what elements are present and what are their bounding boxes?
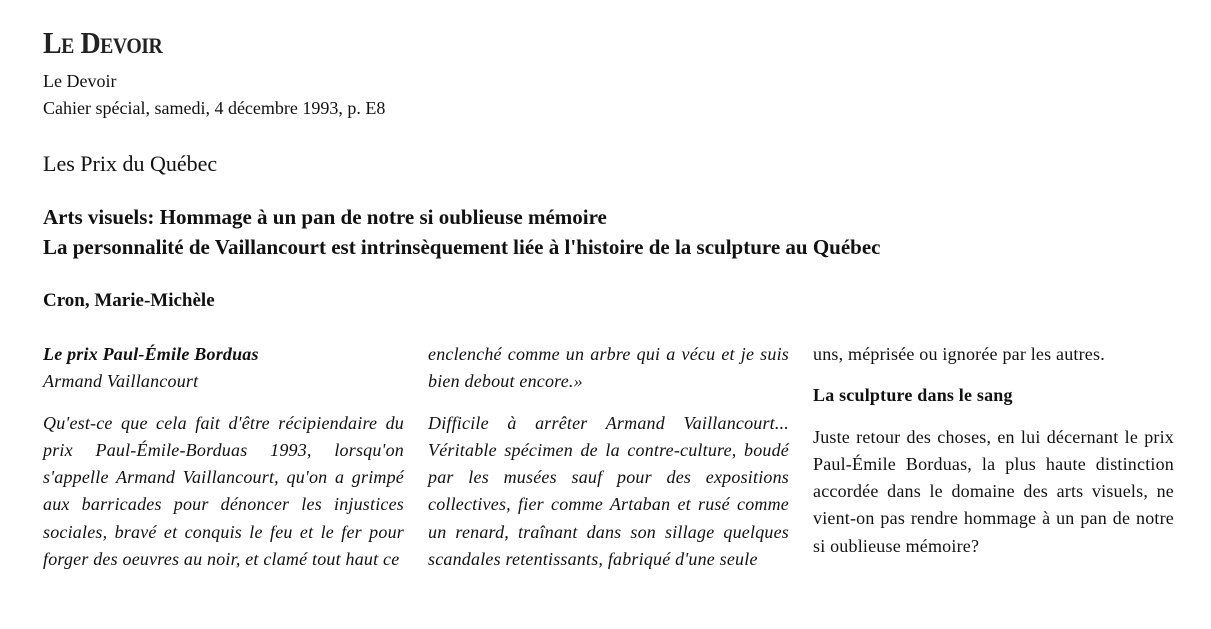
paragraph: Qu'est-ce que cela fait d'être récipiendaire du prix Paul-Émile-Borduas 1993, lorsqu'on s'appelle Armand Vaillancourt, qu'on a grimpé aux barricades pour dénoncer les injustices sociales, bravé et conquis le feu et le fer pour forger des oeuvres au noir, et clamé tout haut ce — [43, 412, 404, 570]
newspaper-logo: Le Devoir — [43, 25, 163, 60]
prize-name: Le prix Paul-Émile Borduas — [43, 344, 259, 364]
article-title: Arts visuels: Hommage à un pan de notre si oublieuse mémoire — [43, 205, 607, 229]
laureate-name: Armand Vaillancourt — [43, 371, 199, 392]
paragraph-continuation: uns, méprisée ou ignorée par les autres. — [813, 344, 1105, 364]
paragraph: Juste retour des choses, en lui décernant le prix Paul-Émile Borduas, la plus haute distinction accordée dans le domaine des arts visuels, ne vient-on pas rendre hommage à un pan de notre si oublieuse mémoire? — [813, 426, 1174, 556]
article-subtitle: La personnalité de Vaillancourt est intrinsèquement liée à l'histoire de la sculpture au Québec — [43, 235, 881, 259]
article-author: Cron, Marie-Michèle — [43, 290, 215, 311]
section-title: Les Prix du Québec — [43, 151, 218, 176]
article-column-2 — [428, 341, 789, 573]
article-column-1 — [43, 341, 404, 573]
article-column-3 — [813, 341, 1174, 560]
subheading: La sculpture dans le sang — [813, 385, 1013, 406]
paragraph-continuation: enclenché comme un arbre qui a vécu et je suis bien debout encore.» — [428, 344, 789, 392]
paragraph: Difficile à arrêter Armand Vaillancourt... Véritable spécimen de la contre-culture, boudé par les musées sauf pour des expositions collectives, fier comme Artaban et rusé comme un renard, traînant dans son sillage quelques scandales retentissants, fabriqué d'une seule — [428, 412, 789, 570]
source-name: Le Devoir — [43, 71, 117, 91]
edition-info: Cahier spécial, samedi, 4 décembre 1993, p. E8 — [43, 98, 386, 118]
